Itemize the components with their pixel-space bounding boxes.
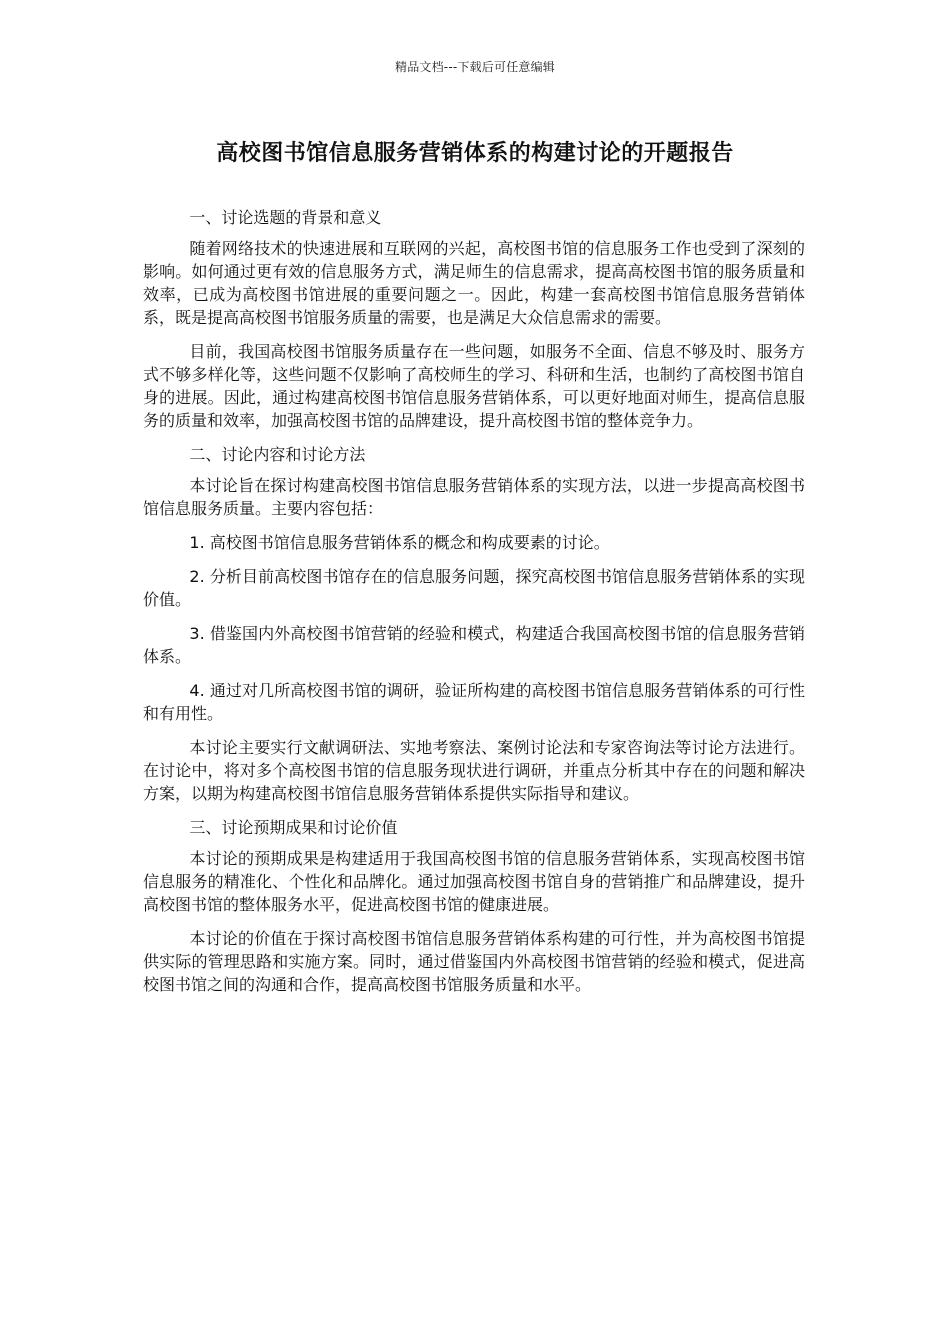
page-header: 精品文档---下载后可任意编辑: [395, 60, 555, 74]
list-item: 2. 分析目前高校图书馆存在的信息服务问题，探究高校图书馆信息服务营销体系的实现价值。: [143, 567, 805, 609]
paragraph: 本讨论旨在探讨构建高校图书馆信息服务营销体系的实现方法，以进一步提高高校图书馆信息服务质量。主要内容包括：: [143, 476, 805, 518]
paragraph: 本讨论的价值在于探讨高校图书馆信息服务营销体系构建的可行性，并为高校图书馆提供实际的管理思路和实施方案。同时，通过借鉴国内外高校图书馆营销的经验和模式，促进高校图书馆之间的沟通和合作，提高高校图书馆服务质量和水平。: [143, 929, 805, 994]
section-heading-content-methods: 二、讨论内容和讨论方法: [189, 445, 366, 464]
paragraph: 本讨论主要实行文献调研法、实地考察法、案例讨论法和专家咨询法等讨论方法进行。在讨论中，将对多个高校图书馆的信息服务现状进行调研，并重点分析其中存在的问题和解决方案，以期为构建高校图书馆信息服务营销体系提供实际指导和建议。: [143, 738, 805, 803]
section-heading-background: 一、讨论选题的背景和意义: [189, 208, 382, 227]
paragraph: 随着网络技术的快速进展和互联网的兴起，高校图书馆的信息服务工作也受到了深刻的影响。如何通过更有效的信息服务方式，满足师生的信息需求，提高高校图书馆的服务质量和效率，已成为高校图书馆进展的重要问题之一。因此，构建一套高校图书馆信息服务营销体系，既是提高高校图书馆服务质量的需要，也是满足大众信息需求的需要。: [143, 239, 805, 327]
list-item: 1. 高校图书馆信息服务营销体系的概念和构成要素的讨论。: [189, 533, 610, 552]
paragraph: 本讨论的预期成果是构建适用于我国高校图书馆的信息服务营销体系，实现高校图书馆信息服务的精准化、个性化和品牌化。通过加强高校图书馆自身的营销推广和品牌建设，提升高校图书馆的整体服务水平，促进高校图书馆的健康进展。: [143, 849, 805, 914]
paragraph: 目前，我国高校图书馆服务质量存在一些问题，如服务不全面、信息不够及时、服务方式不够多样化等，这些问题不仅影响了高校师生的学习、科研和生活，也制约了高校图书馆自身的进展。因此，通过构建高校图书馆信息服务营销体系，可以更好地面对师生，提高信息服务的质量和效率，加强高校图书馆的品牌建设，提升高校图书馆的整体竞争力。: [143, 342, 805, 430]
list-item: 4. 通过对几所高校图书馆的调研，验证所构建的高校图书馆信息服务营销体系的可行性和有用性。: [143, 681, 805, 723]
document-body: [143, 206, 805, 1007]
list-item: 3. 借鉴国内外高校图书馆营销的经验和模式，构建适合我国高校图书馆的信息服务营销体系。: [143, 624, 805, 666]
section-heading-outcomes-value: 三、讨论预期成果和讨论价值: [189, 818, 398, 837]
document-title: 高校图书馆信息服务营销体系的构建讨论的开题报告: [216, 141, 734, 166]
